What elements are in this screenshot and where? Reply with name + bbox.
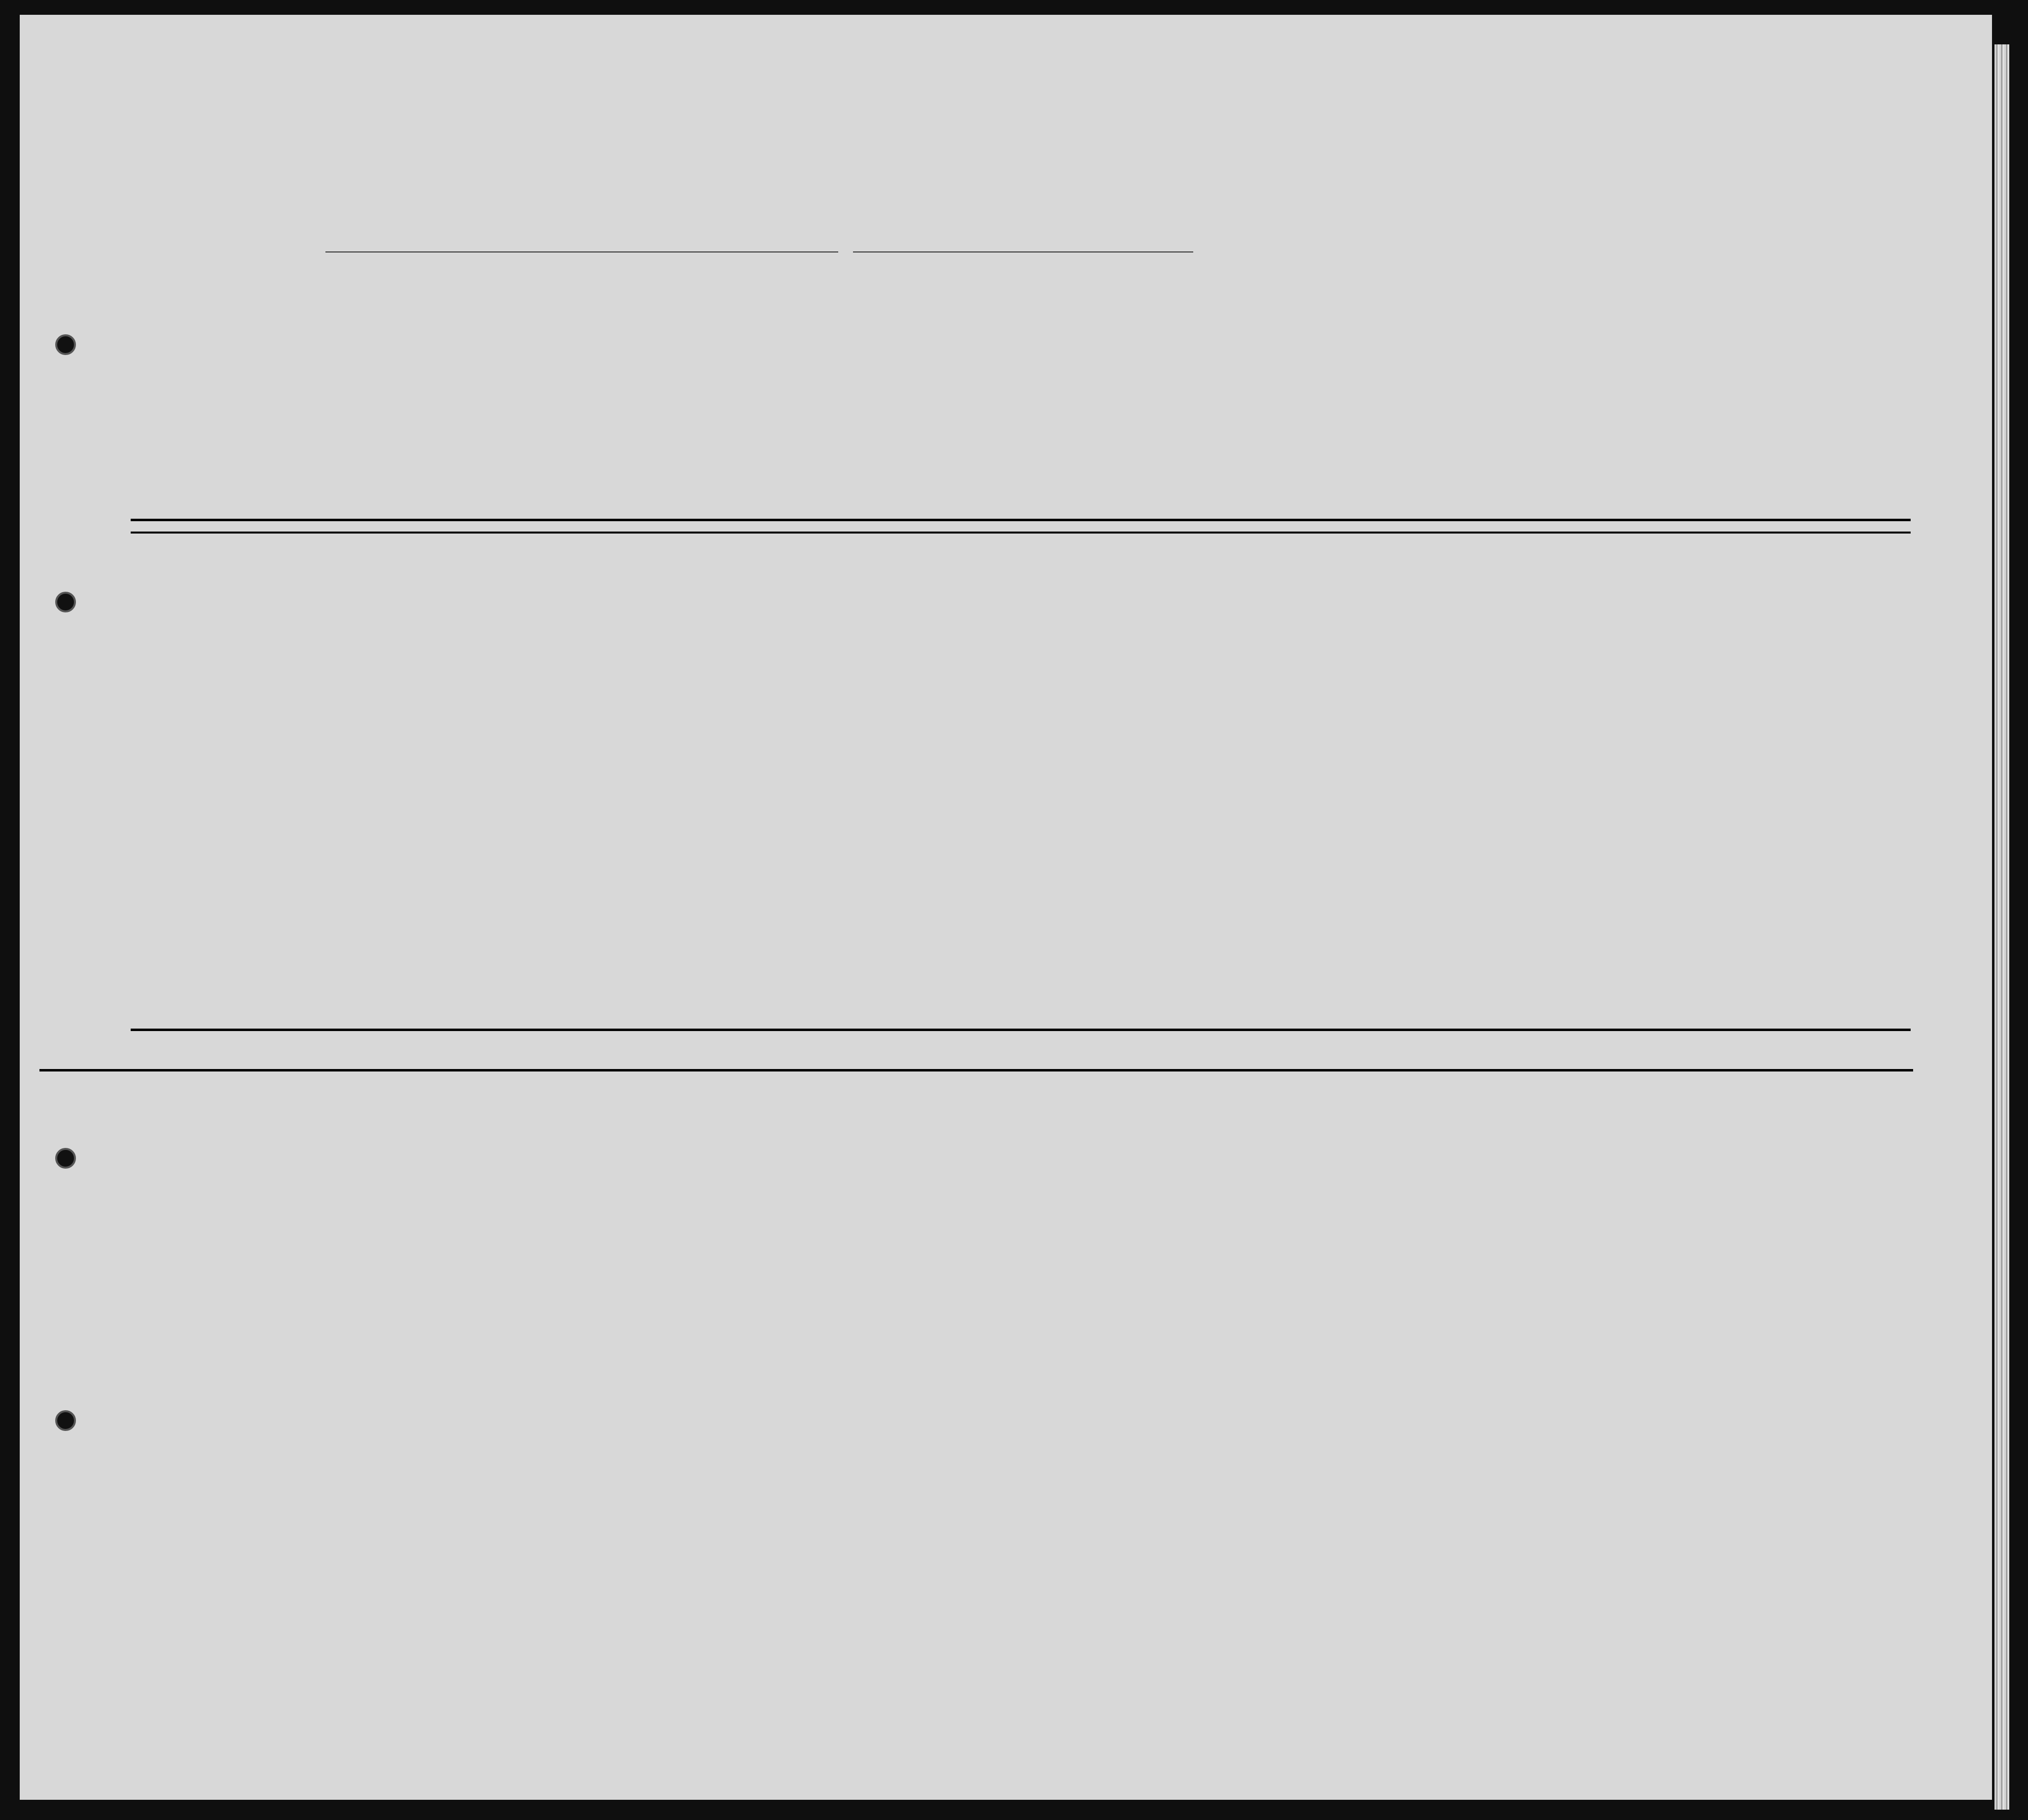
strike-row15 xyxy=(131,1029,1911,1031)
strike-row1 xyxy=(131,519,1911,521)
strike-row16 xyxy=(39,1069,1913,1071)
strike-row2 xyxy=(131,532,1911,534)
